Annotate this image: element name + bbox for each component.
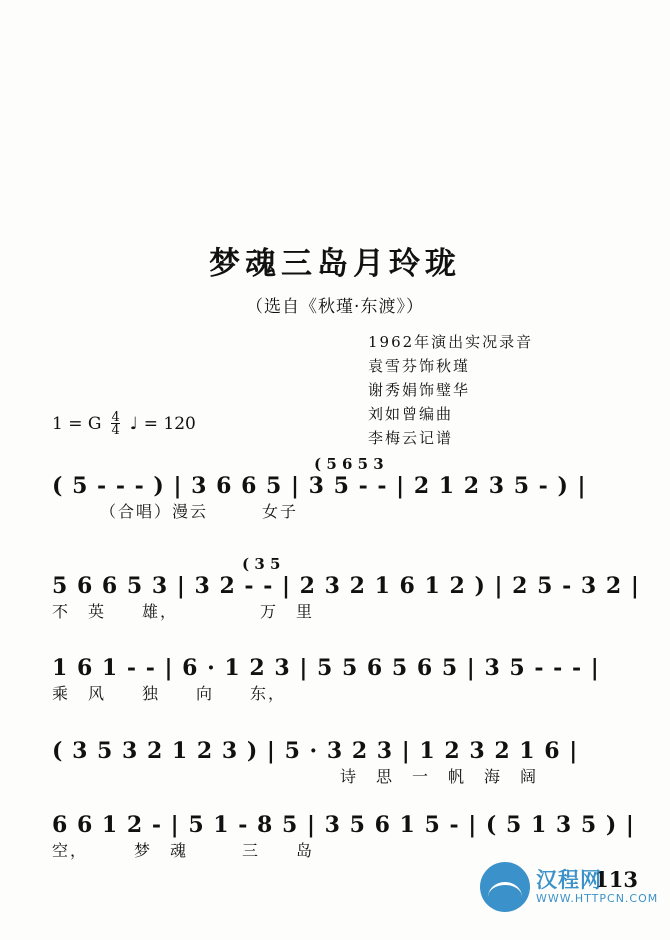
key-tempo-line [52, 412, 196, 436]
credit-line: 李梅云记谱 [368, 429, 454, 447]
watermark [480, 858, 659, 922]
watermark-brand: 汉程网 [536, 868, 602, 892]
stave-notes: ( 3 5 3 2 1 2 3 ) | 5 · 3 2 3 | 1 2 3 2 1 6 | [52, 738, 579, 764]
time-signature [111, 412, 119, 436]
stave-ornament: ( 5 6 5 3 [314, 455, 384, 473]
stave-lyrics: 空， 梦 魂 三 岛 [52, 841, 315, 860]
page-number: 113 [594, 867, 638, 892]
stave-notes: ( 5 - - - ) | 3 6 6 5 | 3 5 - - | 2 1 2 3 5 - ) | [52, 473, 587, 499]
credit-line: 1962年演出实况录音 [368, 333, 534, 351]
stave-lyrics: （合唱）漫云 女子 [100, 502, 299, 521]
stave-row [52, 555, 640, 622]
quarter-note-icon: ♩ [129, 414, 138, 434]
stave-notes: 1 6 1 - - | 6 · 1 2 3 | 5 5 6 5 6 5 | 3 5 - - - | [52, 655, 600, 681]
stave-row [52, 455, 627, 522]
page-title: 梦魂三岛月玲珑 [209, 246, 461, 282]
stave-notes: 5 6 6 5 3 | 3 2 - - | 2 3 2 1 6 1 2 ) | 2 5 - 3 2 | [52, 573, 640, 599]
stave-lyrics: 乘 风 独 向 东， [52, 684, 287, 703]
credit-line: 袁雪芬饰秋瑾 [368, 357, 471, 375]
key-signature: 1 = G [52, 414, 102, 434]
globe-icon [480, 862, 530, 912]
watermark-url: WWW.HTTPCN.COM [536, 892, 659, 905]
time-signature-numerator: 4 [111, 410, 120, 425]
time-signature-denominator: 4 [111, 423, 120, 438]
credit-line: 刘如曾编曲 [368, 405, 454, 423]
stave-row [52, 655, 627, 704]
credits-block [368, 330, 638, 450]
stave-notes: 6 6 1 2 - | 5 1 - 8 5 | 3 5 6 1 5 - | ( 5 1 3 5 ) | [52, 812, 635, 838]
credit-line: 谢秀娟饰璧华 [368, 381, 471, 399]
stave-row [52, 812, 635, 861]
tempo-value: = 120 [143, 414, 196, 434]
stave-row [52, 738, 627, 787]
stave-lyrics: 不 英 雄， 万 里 [52, 602, 315, 621]
stave-lyrics: 诗 思 一 帆 海 阔 [232, 767, 539, 786]
page-subtitle: （选自《秋瑾·东渡》） [246, 297, 424, 317]
stave-ornament: ( 3 5 [242, 555, 281, 573]
